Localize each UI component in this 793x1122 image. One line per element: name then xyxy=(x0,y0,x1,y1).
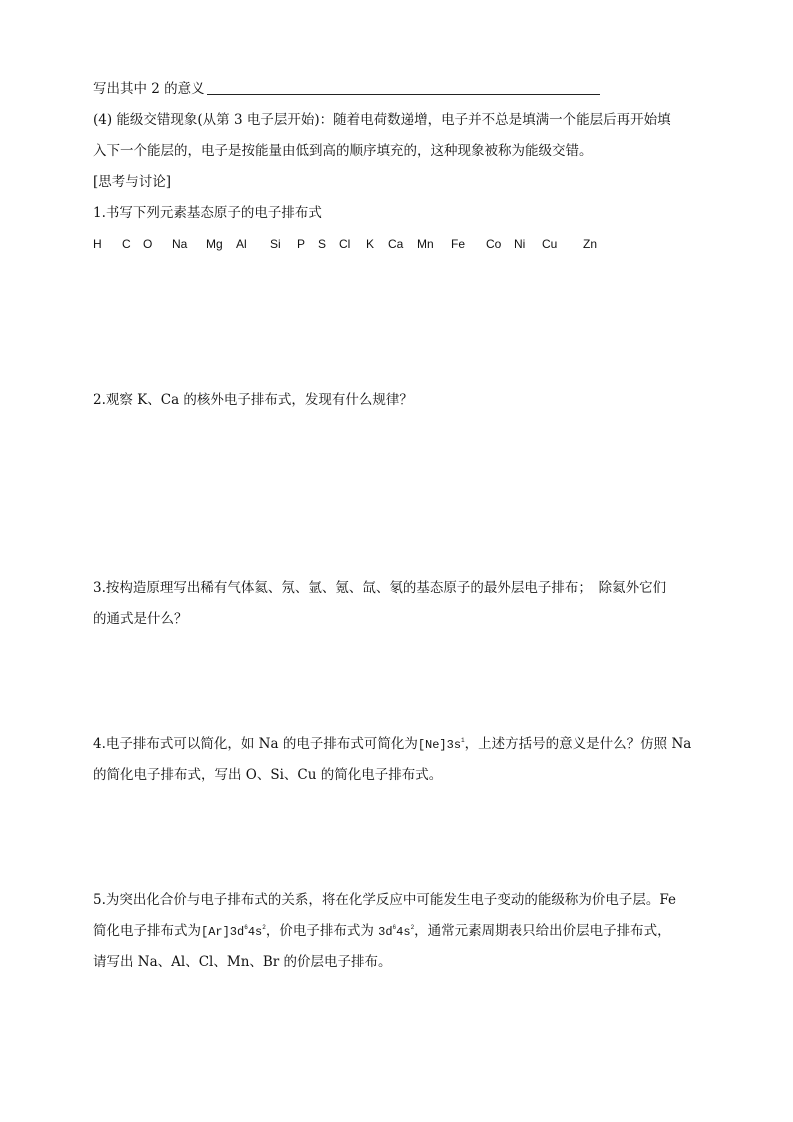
element-symbol: Zn xyxy=(583,237,598,251)
fe-config-part: [Ar]3d xyxy=(201,925,245,939)
element-symbol: Cl xyxy=(339,237,351,251)
element-symbol: Mn xyxy=(417,237,434,251)
na-short-config xyxy=(418,738,465,752)
question-5-line-2 xyxy=(93,921,671,942)
na-config-formula: [Ne]3s xyxy=(417,738,462,752)
question-3-line-2: 的通式是什么？ xyxy=(93,611,188,627)
discussion-heading: [思考与讨论] xyxy=(93,174,172,190)
question-3-line-1: 3.按构造原理写出稀有气体氦、氖、氩、氪、氙、氡的基态原子的最外层电子排布； 除氦外它们 xyxy=(93,580,667,596)
element-symbol: K xyxy=(366,237,375,251)
question-5-text-b: ，价电子排布式为 xyxy=(265,923,379,939)
fe-config-superscript: 2 xyxy=(262,924,266,931)
fe-valence-superscript: 6 xyxy=(392,924,397,931)
element-symbol: P xyxy=(297,237,306,251)
na-config-superscript: 1 xyxy=(461,737,465,744)
fe-valence-part: 4s xyxy=(396,925,411,939)
question-5-line-3: 请写出 Na、Al、Cl、Mn、Br 的价层电子排布。 xyxy=(93,954,392,970)
fe-valence-config xyxy=(378,925,414,939)
fe-config-superscript: 6 xyxy=(244,924,248,931)
question-5-line-1: 5.为突出化合价与电子排布式的关系，将在化学反应中可能发生电子变动的能级称为价电子层。Fe xyxy=(93,892,676,908)
fe-valence-superscript: 2 xyxy=(410,924,415,931)
question-5-text-a: 简化电子排布式为 xyxy=(93,923,201,939)
paragraph-4-line-2: 入下一个能层的，电子是按能量由低到高的顺序填充的，这种现象被称为能级交错。 xyxy=(93,143,593,159)
paragraph-4-line-1: (4) 能级交错现象(从第 3 电子层开始)：随着电荷数递增，电子并不总是填满一个能层后再开始填 xyxy=(93,112,671,128)
element-symbol: Si xyxy=(270,237,281,251)
question-2: 2.观察 K、Ca 的核外电子排布式，发现有什么规律？ xyxy=(93,392,413,408)
fe-config-part: 4s xyxy=(247,925,263,939)
answer-blank-line[interactable] xyxy=(207,80,600,95)
meaning-of-2-label: 写出其中 2 的意义 xyxy=(93,81,205,97)
question-4-line-1 xyxy=(93,734,691,755)
element-symbol: Ca xyxy=(388,237,404,251)
element-symbol: S xyxy=(318,237,327,251)
meaning-of-2-prompt xyxy=(93,79,600,99)
element-symbol: Co xyxy=(486,237,502,251)
element-symbol: Mg xyxy=(206,237,223,251)
question-5-text-c: ，通常元素周期表只给出价层电子排布式， xyxy=(414,923,671,939)
question-4-text-b: ，上述方括号的意义是什么？仿照 Na xyxy=(464,736,692,752)
element-symbol: Fe xyxy=(451,237,466,251)
element-symbol: H xyxy=(93,237,102,251)
element-symbol: Ni xyxy=(514,237,526,251)
element-symbol: Al xyxy=(236,237,247,251)
element-symbol: Cu xyxy=(542,237,558,251)
question-4-text-a: 4.电子排布式可以简化，如 Na 的电子排布式可简化为 xyxy=(93,736,418,752)
fe-valence-part: 3d xyxy=(378,925,393,939)
fe-short-config xyxy=(201,925,266,939)
element-symbol: Na xyxy=(172,237,188,251)
element-symbol: O xyxy=(143,237,153,251)
question-1: 1.书写下列元素基态原子的电子排布式 xyxy=(93,205,322,221)
element-symbol: C xyxy=(122,237,131,251)
question-4-line-2: 的简化电子排布式，写出 O、Si、Cu 的简化电子排布式。 xyxy=(93,767,443,783)
